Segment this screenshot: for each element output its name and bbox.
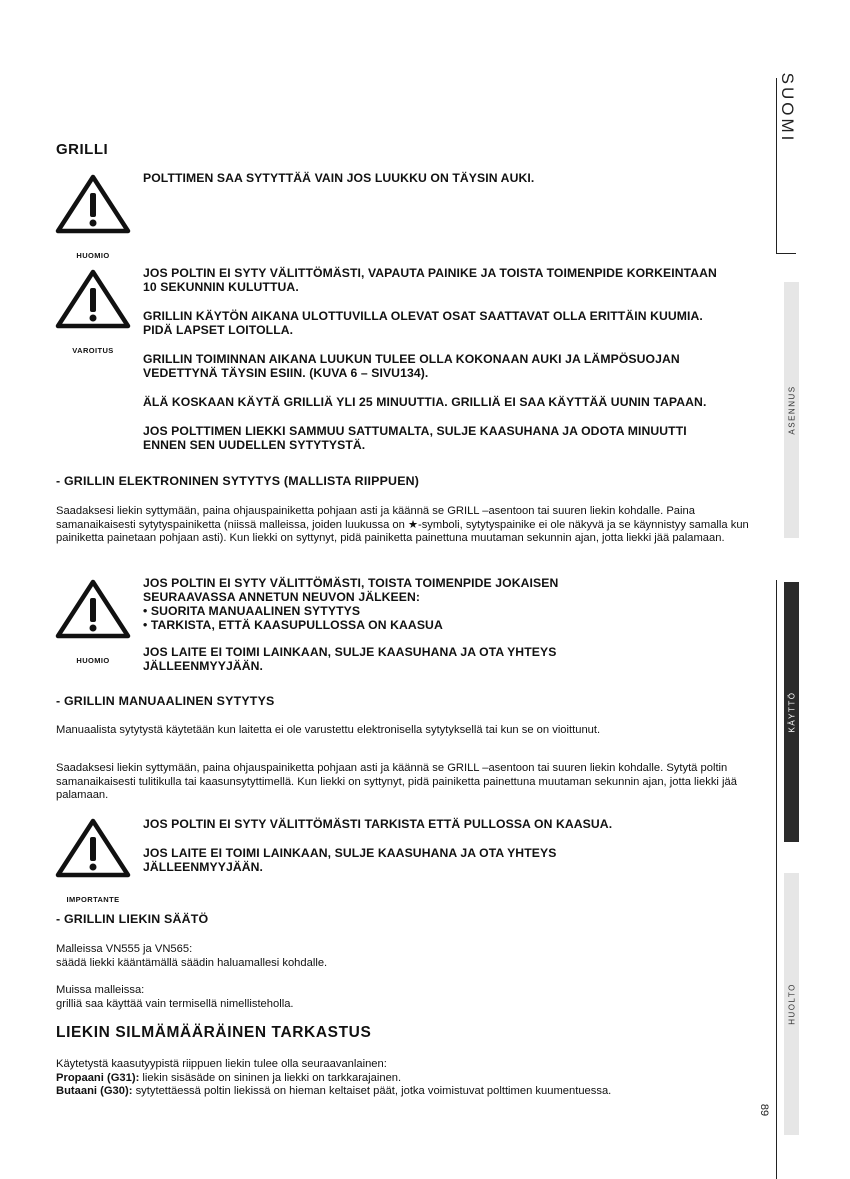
warning-line: SEURAAVASSA ANNETUN NEUVON JÄLKEEN: xyxy=(143,590,421,604)
butane-label: Butaani (G30): xyxy=(56,1085,133,1097)
page-number: 89 xyxy=(758,1103,771,1117)
warning-label: VAROITUS xyxy=(72,346,114,355)
warning-text-block-4 xyxy=(143,817,703,874)
side-divider-bottom xyxy=(776,580,777,1179)
tab-asennus[interactable] xyxy=(784,282,799,538)
paragraph-text: Manuaalista sytytystä käytetään kun laitetta ei ole varustettu elektronisella sytytyksellä tai kun se on vioittunut. xyxy=(56,724,601,736)
warning-label: IMPORTANTE xyxy=(66,895,120,904)
paragraph-text: Muissa malleissa: xyxy=(56,984,145,996)
paragraph-flame-models xyxy=(56,943,756,970)
tab-huolto-label: HUOLTO xyxy=(787,983,796,1025)
paragraph-text: Käytetystä kaasutyypistä riippuen liekin tulee olla seuraavanlainen: xyxy=(56,1058,387,1070)
paragraph-electronic-ignition xyxy=(56,505,756,546)
warning-label: HUOMIO xyxy=(76,656,110,665)
language-label: SUOMI xyxy=(778,72,797,144)
warning-triangle-icon xyxy=(53,817,133,897)
warning-line: • SUORITA MANUAALINEN SYTYTYS xyxy=(143,604,361,618)
tab-huolto[interactable] xyxy=(784,873,799,1135)
paragraph-manual-intro xyxy=(56,724,756,738)
paragraph-text: Saadaksesi liekin syttymään, paina ohjauspainiketta pohjaan asti ja käännä se GRILL –asentoon tai suuren liekin kohdalle. Paina samanaikaisesti sytytyspainiketta (niissä malleissa, joiden luukussa on ★-symboli, sytytyspainike ei ole näkyvä ja se käynnistyy samalla kun painiketta painetaan pohjaan asti). Kun liekki on syttynyt, pidä painiketta painettuna muutaman sekunnin ajan, jotta liekki jää palamaan. xyxy=(56,505,749,544)
warning-line: POLTTIMEN SAA SYTYTTÄÄ VAIN JOS LUUKKU ON TÄYSIN AUKI. xyxy=(143,171,535,185)
warning-label: HUOMIO xyxy=(76,251,110,260)
warning-line: GRILLIN TOIMINNAN AIKANA LUUKUN TULEE OLLA KOKONAAN AUKI JA LÄMPÖSUOJAN VEDETTYNÄ TÄYSIN ESIIN. (KUVA 6 – SIVU134). xyxy=(143,352,680,380)
warning-line: JOS POLTIN EI SYTY VÄLITTÖMÄSTI TARKISTA ETTÄ PULLOSSA ON KAASUA. xyxy=(143,817,613,831)
warning-line: GRILLIN KÄYTÖN AIKANA ULOTTUVILLA OLEVAT OSAT SAATTAVAT OLLA ERITTÄIN KUUMIA. PIDÄ LAPSET LOITOLLA. xyxy=(143,309,703,337)
butane-line xyxy=(56,1085,756,1099)
butane-text: sytytettäessä poltin liekissä on hieman keltaiset päät, jotka voimistuvat polttimen kuumentuessa. xyxy=(132,1085,612,1097)
side-divider-tick xyxy=(776,253,796,254)
warning-text-block-2 xyxy=(143,266,723,452)
warning-icon-block-4 xyxy=(53,817,133,904)
tab-kaytto-label: KÄYTTÖ xyxy=(787,691,796,733)
paragraph-flame-other-models xyxy=(56,984,756,1011)
section-title-visual-check: LIEKIN SILMÄMÄÄRÄINEN TARKASTUS xyxy=(56,1024,372,1041)
warning-line: JOS POLTIN EI SYTY VÄLITTÖMÄSTI, TOISTA TOIMENPIDE JOKAISEN xyxy=(143,576,559,590)
tab-kaytto[interactable] xyxy=(784,582,799,842)
warning-line: JOS LAITE EI TOIMI LAINKAAN, SULJE KAASUHANA JA OTA YHTEYS JÄLLEENMYYJÄÄN. xyxy=(143,645,557,673)
warning-icon-block-3 xyxy=(53,578,133,665)
warning-line: ÄLÄ KOSKAAN KÄYTÄ GRILLIÄ YLI 25 MINUUTTIA. GRILLIÄ EI SAA KÄYTTÄÄ UUNIN TAPAAN. xyxy=(143,395,707,409)
warning-icon-block-2 xyxy=(53,268,133,355)
warning-icon-block-1 xyxy=(53,173,133,260)
warning-triangle-icon xyxy=(53,173,133,253)
warning-line: JOS POLTIN EI SYTY VÄLITTÖMÄSTI, VAPAUTA PAINIKE JA TOISTA TOIMENPIDE KORKEINTAAN 10 SEKUNNIN KULUTTUA. xyxy=(143,266,717,294)
warning-text-block-3 xyxy=(143,576,703,673)
paragraph-visual-check xyxy=(56,1058,756,1099)
subheading-electronic-ignition: - GRILLIN ELEKTRONINEN SYTYTYS (MALLISTA RIIPPUEN) xyxy=(56,474,420,488)
propane-line xyxy=(56,1072,756,1086)
paragraph-manual-ignition xyxy=(56,762,756,803)
warning-line: JOS POLTTIMEN LIEKKI SAMMUU SATTUMALTA, SULJE KAASUHANA JA ODOTA MINUUTTI ENNEN SEN UUDELLEN SYTYTYSTÄ. xyxy=(143,424,687,452)
subheading-flame-regulation: - GRILLIN LIEKIN SÄÄTÖ xyxy=(56,912,209,926)
paragraph-text: Saadaksesi liekin syttymään, paina ohjauspainiketta pohjaan asti ja käännä se GRILL –asentoon tai suuren liekin kohdalle. Sytytä poltin samanaikaisesti tulitikulla tai kaasunsytyttimellä. Kun liekki on syttynyt, pidä painiketta painettuna muutaman sekunnin ajan, jotta liekki jää palamaan. xyxy=(56,762,737,801)
section-title-grilli: GRILLI xyxy=(56,141,109,158)
subheading-manual-ignition: - GRILLIN MANUAALINEN SYTYTYS xyxy=(56,694,275,708)
warning-line: • TARKISTA, ETTÄ KAASUPULLOSSA ON KAASUA xyxy=(143,618,443,632)
propane-text: liekin sisäsäde on sininen ja liekki on tarkkarajainen. xyxy=(139,1071,402,1084)
warning-text-block-1 xyxy=(143,171,703,200)
paragraph-text: säädä liekki kääntämällä säädin haluamallesi kohdalle. xyxy=(56,956,328,969)
paragraph-text: grilliä saa käyttää vain termisellä nimellisteholla. xyxy=(56,997,294,1010)
side-divider-top xyxy=(776,78,777,254)
propane-label: Propaani (G31): xyxy=(56,1071,140,1084)
warning-triangle-icon xyxy=(53,268,133,348)
tab-asennus-label: ASENNUS xyxy=(787,385,796,435)
paragraph-text: Malleissa VN555 ja VN565: xyxy=(56,943,193,955)
warning-line: JOS LAITE EI TOIMI LAINKAAN, SULJE KAASUHANA JA OTA YHTEYS JÄLLEENMYYJÄÄN. xyxy=(143,846,557,874)
warning-triangle-icon xyxy=(53,578,133,658)
